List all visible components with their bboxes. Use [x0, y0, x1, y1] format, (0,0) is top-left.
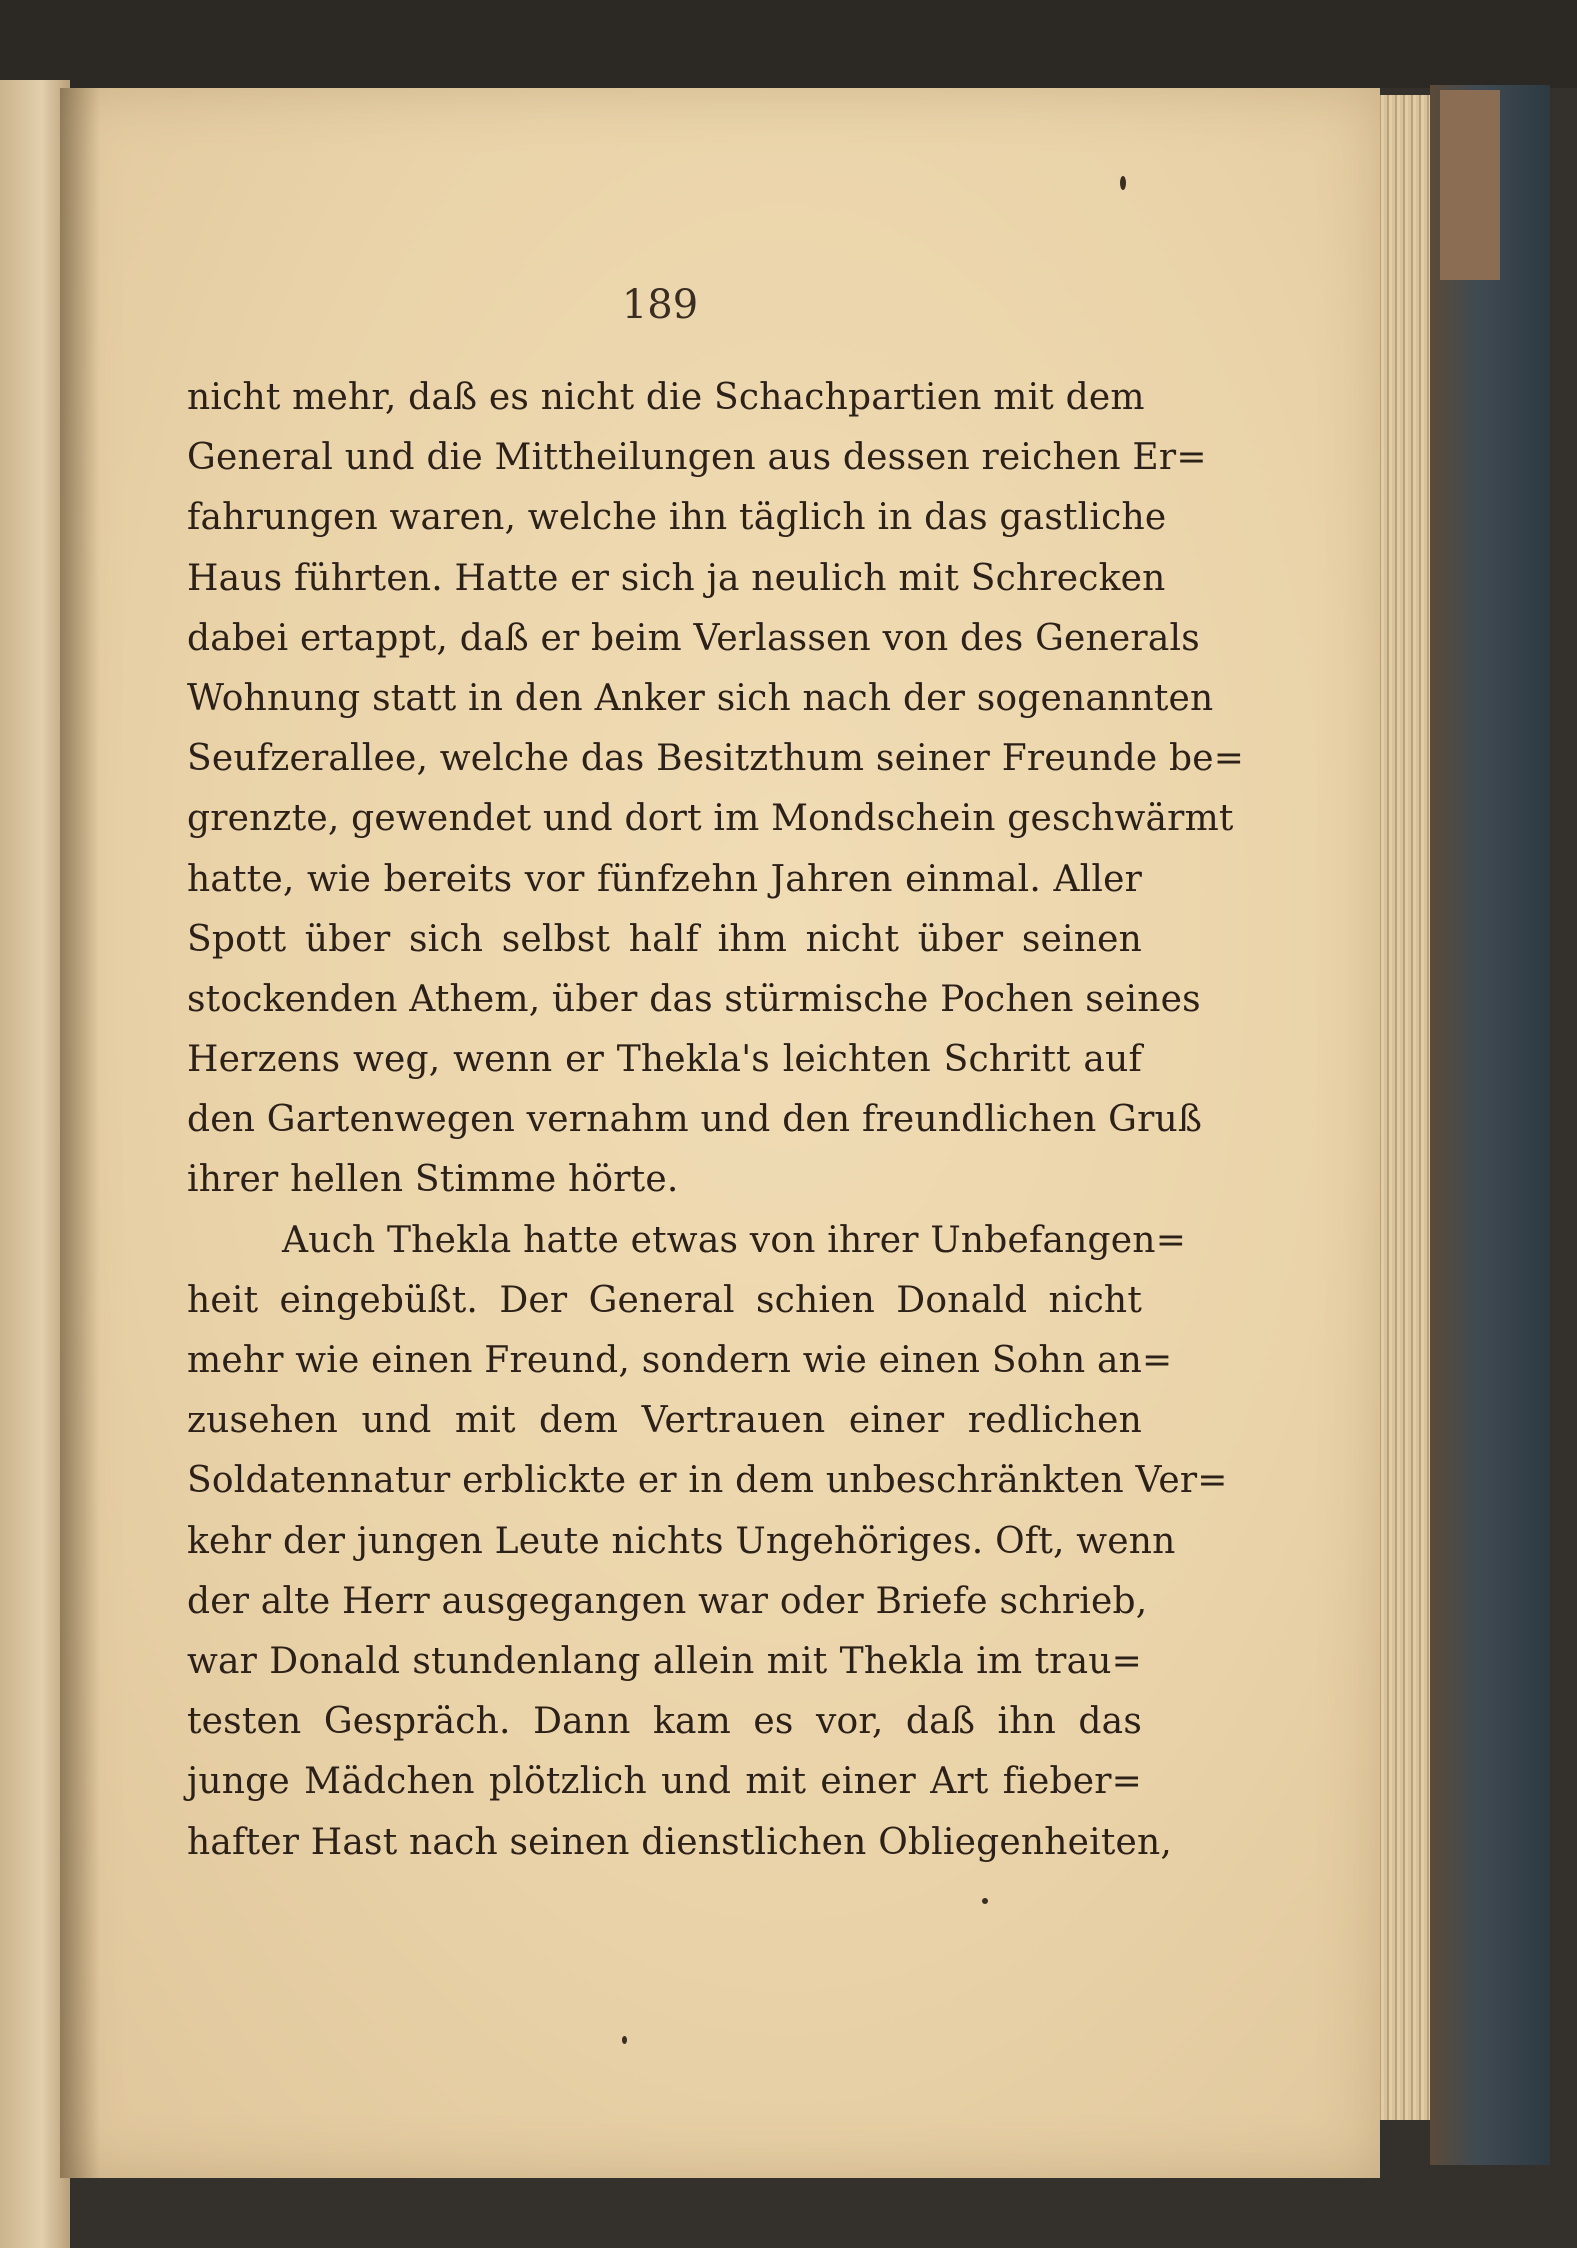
text-line: den Gartenwegen vernahm und den freundlichen Gruß — [187, 1099, 1203, 1141]
text-line: testen Gespräch. Dann kam es vor, daß ihn das — [187, 1701, 1142, 1743]
text-line: Seufzerallee, welche das Besitzthum seiner Freunde be= — [187, 738, 1245, 780]
text-line: der alte Herr ausgegangen war oder Briefe schrieb, — [187, 1580, 1148, 1622]
text-line: junge Mädchen plötzlich und mit einer Art fieber= — [187, 1761, 1142, 1803]
cover-leather-corner — [1440, 90, 1500, 280]
text-line: heit eingebüßt. Der General schien Donald nicht — [187, 1279, 1142, 1321]
text-line: fahrungen waren, welche ihn täglich in das gastliche — [187, 497, 1167, 539]
text-line: Wohnung statt in den Anker sich nach der sogenannten — [187, 677, 1214, 719]
book-cover — [1430, 85, 1550, 2165]
page-body-text — [187, 368, 1245, 1873]
paper-speck — [982, 1898, 988, 1904]
page-number: 189 — [621, 282, 699, 328]
paper-speck — [622, 2036, 627, 2044]
text-line: hafter Hast nach seinen dienstlichen Obliegenheiten, — [187, 1821, 1173, 1863]
text-line: ihrer hellen Stimme hörte. — [187, 1159, 679, 1201]
text-line: war Donald stundenlang allein mit Thekla im trau= — [187, 1640, 1142, 1682]
text-line: stockenden Athem, über das stürmische Pochen seines — [187, 978, 1201, 1020]
text-line: kehr der jungen Leute nichts Ungehöriges. Oft, wenn — [187, 1520, 1176, 1562]
text-line: zusehen und mit dem Vertrauen einer redlichen — [187, 1400, 1142, 1442]
text-line: Herzens weg, wenn er Thekla's leichten Schritt auf — [187, 1039, 1142, 1081]
text-line: Haus führten. Hatte er sich ja neulich mit Schrecken — [187, 557, 1166, 599]
text-line: Spott über sich selbst half ihm nicht über seinen — [187, 918, 1142, 960]
text-line: nicht mehr, daß es nicht die Schachpartien mit dem — [187, 377, 1145, 418]
paper-speck — [1120, 176, 1126, 190]
text-line: dabei ertappt, daß er beim Verlassen von des Generals — [187, 617, 1200, 659]
text-line: Soldatennatur erblickte er in dem unbeschränkten Ver= — [187, 1460, 1228, 1502]
text-line: mehr wie einen Freund, sondern wie einen Sohn an= — [187, 1340, 1173, 1381]
page-gutter-shadow — [60, 88, 100, 2178]
text-line: Auch Thekla hatte etwas von ihrer Unbefangen= — [282, 1219, 1187, 1261]
text-line: General und die Mittheilungen aus dessen reichen Er= — [187, 437, 1207, 479]
top-board — [0, 0, 1577, 88]
text-line: hatte, wie bereits vor fünfzehn Jahren einmal. Aller — [187, 858, 1142, 900]
text-line: grenzte, gewendet und dort im Mondschein geschwärmt — [187, 798, 1234, 840]
